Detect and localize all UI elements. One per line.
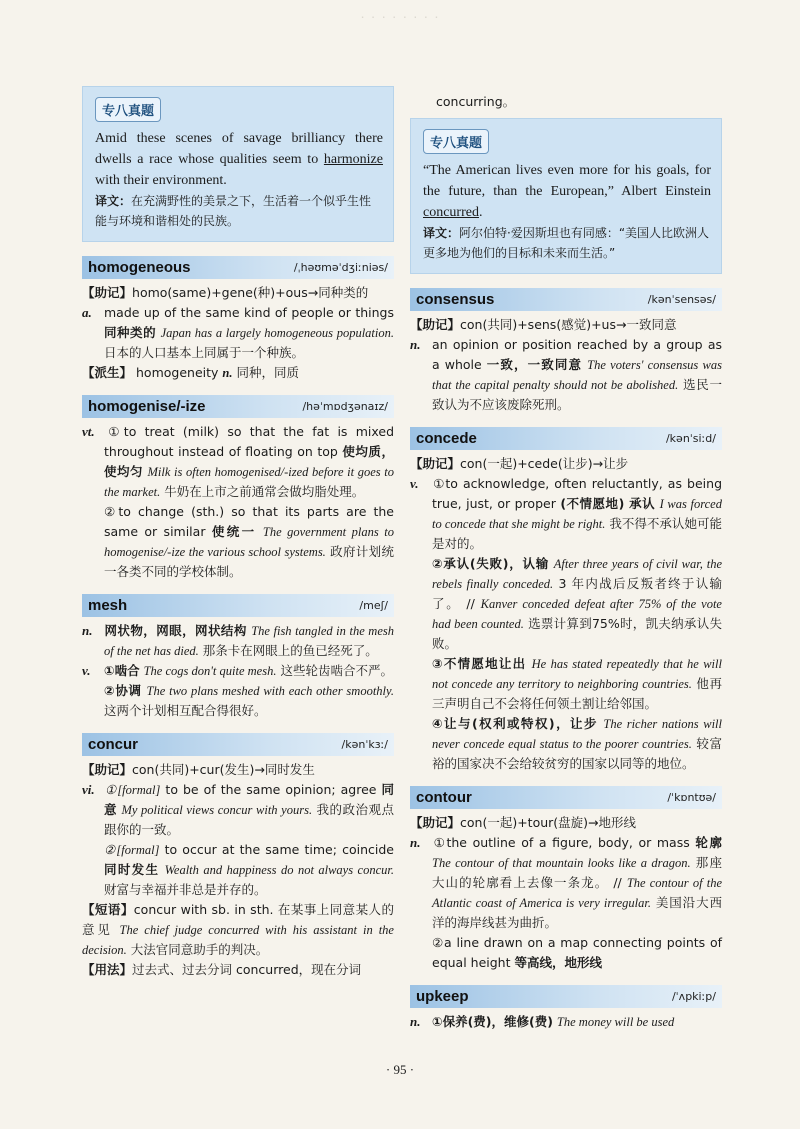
headword: upkeep [416,988,469,1005]
sense-1: v. ①to acknowledge, often reluctantly, as being true, just, or proper (不情愿地) 承认 I was forced to concede that she might be right. 我不得不承认她可能是对的。 [410,476,722,551]
derivative: 【派生】 homogeneity n. 同种，同质 [82,365,299,380]
entry-upkeep [410,985,722,1032]
definition: n. an opinion or position reached by a group as a whole 一致，一致同意 The voters' consensus was that the capital penalty should not be abolished. 选民一致认为不应该废除死刑。 [410,337,722,412]
headword: mesh [88,597,128,614]
sense-2: ②[formal] to occur at the same time; coincide 同时发生 Wealth and happiness do not always concur. 财富与幸福并非总是并存的。 [104,842,394,897]
sense-2: ②to change (sth.) so that its parts are the same or similar 使统一 The government plans to homogenise/-ize the various school systems. 政府计划统一各类不同的学校体制。 [104,504,394,579]
exam-sentence: “The American lives even more for his goals, for the future, than the European,” Albert Einstein concurred. [423,163,711,220]
verb-sense-2: ②协调 The two plans meshed with each other smoothly. 这两个计划相互配合得很好。 [104,683,394,718]
headword-bar [82,733,394,756]
headword-bar [82,256,394,279]
definition: a. made up of the same kind of people or things 同种类的 Japan has a largely homogeneous population. 日本的人口基本上同属于一个种族。 [82,305,394,360]
sense-2: ②a line drawn on a map connecting points of equal height 等高线，地形线 [432,935,722,970]
exam-box-harmonize [82,86,394,242]
carry-over-text: concurring。 [436,94,516,109]
exam-box-concurred [410,118,722,274]
pronunciation: /kənˈsiːd/ [665,432,716,445]
sense-4: ④让与(权利或特权)，让步 The richer nations will never concede equal status to the poorer countries. 较富裕的国家决不会给较贫穷的国家以同等的地位。 [432,716,722,771]
mnemonic: 【助记】con(一起)+tour(盘旋)→地形线 [410,815,637,830]
pronunciation: /meʃ/ [359,599,388,612]
headword-bar [82,594,394,617]
phrase: 【短语】concur with sb. in sth. 在某事上同意某人的意见 The chief judge concurred with his assistant in the decision. 大法官同意助手的判决。 [82,902,394,957]
headword: concede [416,430,477,447]
headword-bar [410,786,722,809]
headword: concur [88,736,139,753]
mnemonic: 【助记】con(一起)+cede(让步)→让步 [410,456,629,471]
headword: homogeneous [88,259,191,276]
pronunciation: /kənˈkɜː/ [341,738,388,751]
right-column [410,92,722,1044]
verb-sense-1: v. ①啮合 The cogs don't quite mesh. 这些轮齿啮合不严。 [82,663,393,678]
pronunciation: /ˈkɒntʊə/ [667,791,716,804]
page-number: · 95 · [385,1062,415,1077]
headword-bar [410,288,722,311]
exam-sentence: Amid these scenes of savage brilliancy there dwells a race whose qualities seem to harmonize with their environment. [95,131,383,188]
mnemonic: 【助记】con(共同)+sens(感觉)+us→一致同意 [410,317,677,332]
headword: homogenise/-ize [88,398,206,415]
headword-bar [410,427,722,450]
entry-homogenise [82,395,394,582]
sense-2: ②承认(失败)，认输 After three years of civil war, the rebels finally conceded. 3 年内战后反叛者终于认输了。 // Kanver conceded defeat after 75% of the vote had been counted. 选票计算到75%时，凯夫纳承认失败。 [432,556,722,651]
entry-mesh [82,594,394,721]
exam-tag: 专八真题 [95,97,161,122]
sense-1: vt. ①to treat (milk) so that the fat is mixed throughout instead of floating on top 使均质，使均匀 Milk is often homogenised/-ized before it goes to the market. 牛奶在上市之前通常会做均脂处理。 [82,424,394,499]
exam-translation: 译文：阿尔伯特·爱因斯坦也有同感：“美国人比欧洲人更多地为他们的目标和未来而生活。” [423,226,710,260]
left-column [82,86,394,992]
noun-sense: n. 网状物，网眼，网状结构 The fish tangled in the mesh of the net has died. 那条卡在网眼上的鱼已经死了。 [82,623,394,658]
pronunciation: /kənˈsensəs/ [647,293,716,306]
sense-1: n. ①the outline of a figure, body, or mass 轮廓 The contour of that mountain looks like a dragon. 那座大山的轮廓看上去像一条龙。 // The contour of the Atlantic coast of America is very irregular. 美国沿大西洋的海岸线甚为曲折。 [410,835,722,930]
headword-bar [410,985,722,1008]
mnemonic: 【助记】con(共同)+cur(发生)→同时发生 [82,762,315,777]
headword: contour [416,789,472,806]
mnemonic: 【助记】homo(same)+gene(种)+ous→同种类的 [82,285,369,300]
entry-homogeneous [82,256,394,383]
exam-translation: 译文：在充满野性的美景之下，生活着一个似乎生性能与环境和谐相处的民族。 [95,194,372,228]
headword-bar [82,395,394,418]
running-header: · · · · · · · · [360,8,440,24]
entry-consensus [410,288,722,415]
pronunciation: /həˈmɒdʒənaɪz/ [302,400,388,413]
entry-concur [82,733,394,980]
usage: 【用法】过去式、过去分词 concurred，现在分词 [82,962,362,977]
pronunciation: /ˌhəʊməˈdʒiːniəs/ [293,261,388,274]
exam-tag: 专八真题 [423,129,489,154]
sense-1: n. ①保养(费)，维修(费) The money will be used [410,1014,675,1029]
sense-1: vi. ①[formal] to be of the same opinion; agree 同意 My political views concur with yours. 我的政治观点跟你的一致。 [82,782,394,837]
pronunciation: /ˈʌpkiːp/ [671,990,716,1003]
sense-3: ③不情愿地让出 He has stated repeatedly that he will not concede any territory to neighboring countries. 他再三声明自己不会将任何领土割让给邻国。 [432,656,722,711]
headword: consensus [416,291,495,308]
entry-contour [410,786,722,973]
entry-concede [410,427,722,774]
